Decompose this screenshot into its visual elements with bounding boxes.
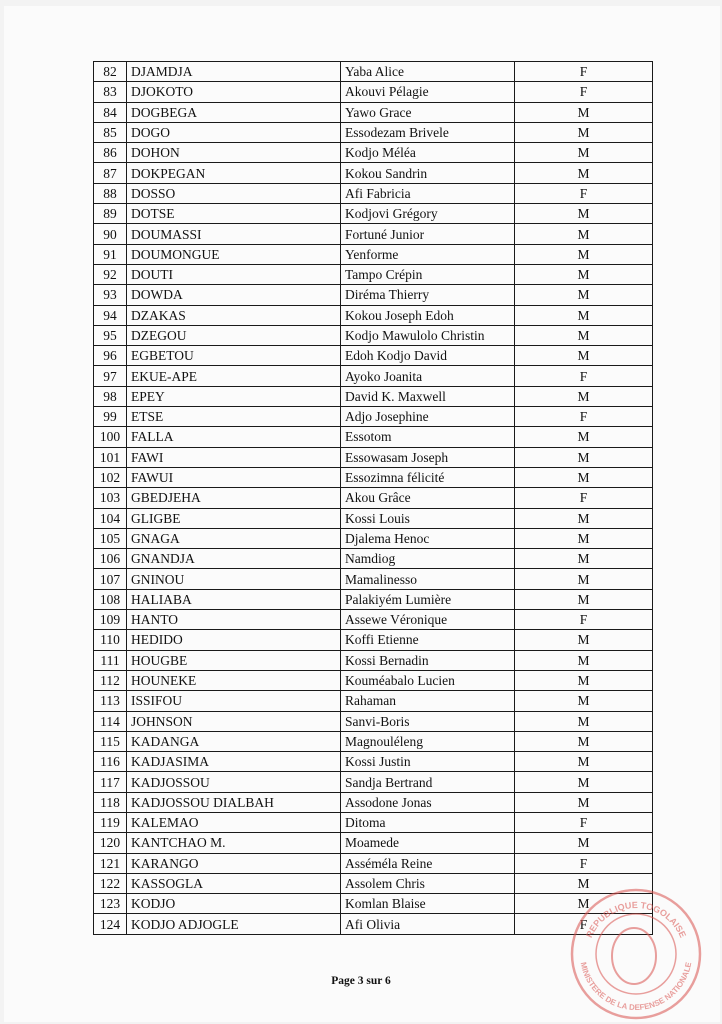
row-number-cell: 114 — [94, 711, 127, 731]
row-number-cell: 97 — [94, 366, 127, 386]
last-name-cell: DOHON — [127, 143, 341, 163]
first-name-cell: Kouméabalo Lucien — [341, 670, 515, 690]
table-row — [94, 528, 653, 548]
first-name-cell: Akouvi Pélagie — [341, 82, 515, 102]
last-name-cell: KODJO ADJOGLE — [127, 914, 341, 934]
last-name-cell: KADANGA — [127, 731, 341, 751]
gender-cell: F — [515, 812, 653, 832]
first-name-cell: David K. Maxwell — [341, 386, 515, 406]
gender-cell: M — [515, 833, 653, 853]
gender-cell: M — [515, 731, 653, 751]
row-number-cell: 96 — [94, 346, 127, 366]
row-number-cell: 99 — [94, 407, 127, 427]
last-name-cell: DJOKOTO — [127, 82, 341, 102]
gender-cell: F — [515, 610, 653, 630]
table-row — [94, 711, 653, 731]
gender-cell: M — [515, 589, 653, 609]
table-row — [94, 670, 653, 690]
first-name-cell: Essodezam Brivele — [341, 122, 515, 142]
last-name-cell: ISSIFOU — [127, 691, 341, 711]
last-name-cell: KADJOSSOU — [127, 772, 341, 792]
row-number-cell: 83 — [94, 82, 127, 102]
gender-cell: M — [515, 204, 653, 224]
first-name-cell: Ditoma — [341, 812, 515, 832]
row-number-cell: 90 — [94, 224, 127, 244]
row-number-cell: 112 — [94, 670, 127, 690]
row-number-cell: 89 — [94, 204, 127, 224]
table-row — [94, 204, 653, 224]
table-row — [94, 833, 653, 853]
gender-cell: M — [515, 285, 653, 305]
table-row — [94, 325, 653, 345]
gender-cell: F — [515, 62, 653, 82]
first-name-cell: Sanvi-Boris — [341, 711, 515, 731]
last-name-cell: KADJASIMA — [127, 752, 341, 772]
last-name-cell: KODJO — [127, 894, 341, 914]
table-row — [94, 163, 653, 183]
table-row — [94, 386, 653, 406]
last-name-cell: KADJOSSOU DIALBAH — [127, 792, 341, 812]
table-row — [94, 346, 653, 366]
page-number: Page 3 sur 6 — [331, 975, 391, 987]
table-row — [94, 407, 653, 427]
gender-cell: M — [515, 143, 653, 163]
gender-cell: M — [515, 427, 653, 447]
table-row — [94, 731, 653, 751]
row-number-cell: 107 — [94, 569, 127, 589]
table-row — [94, 792, 653, 812]
first-name-cell: Sandja Bertrand — [341, 772, 515, 792]
row-number-cell: 92 — [94, 264, 127, 284]
last-name-cell: FAWI — [127, 447, 341, 467]
first-name-cell: Kodjovi Grégory — [341, 204, 515, 224]
last-name-cell: GBEDJEHA — [127, 488, 341, 508]
first-name-cell: Ayoko Joanita — [341, 366, 515, 386]
table-row — [94, 610, 653, 630]
first-name-cell: Afi Olivia — [341, 914, 515, 934]
row-number-cell: 93 — [94, 285, 127, 305]
gender-cell: M — [515, 528, 653, 548]
first-name-cell: Rahaman — [341, 691, 515, 711]
row-number-cell: 124 — [94, 914, 127, 934]
last-name-cell: ETSE — [127, 407, 341, 427]
table-row — [94, 488, 653, 508]
first-name-cell: Yaba Alice — [341, 62, 515, 82]
last-name-cell: HANTO — [127, 610, 341, 630]
table-row — [94, 264, 653, 284]
first-name-cell: Koffi Etienne — [341, 630, 515, 650]
table-row — [94, 447, 653, 467]
table-row — [94, 366, 653, 386]
gender-cell: M — [515, 752, 653, 772]
last-name-cell: DOTSE — [127, 204, 341, 224]
table-row — [94, 630, 653, 650]
row-number-cell: 122 — [94, 873, 127, 893]
first-name-cell: Essotom — [341, 427, 515, 447]
table-row — [94, 508, 653, 528]
gender-cell: M — [515, 264, 653, 284]
gender-cell: M — [515, 549, 653, 569]
row-number-cell: 88 — [94, 183, 127, 203]
row-number-cell: 94 — [94, 305, 127, 325]
row-number-cell: 85 — [94, 122, 127, 142]
first-name-cell: Essowasam Joseph — [341, 447, 515, 467]
gender-cell: M — [515, 447, 653, 467]
last-name-cell: HALIABA — [127, 589, 341, 609]
row-number-cell: 123 — [94, 894, 127, 914]
row-number-cell: 87 — [94, 163, 127, 183]
row-number-cell: 101 — [94, 447, 127, 467]
gender-cell: M — [515, 772, 653, 792]
gender-cell: M — [515, 873, 653, 893]
row-number-cell: 91 — [94, 244, 127, 264]
last-name-cell: HOUNEKE — [127, 670, 341, 690]
table-row — [94, 224, 653, 244]
gender-cell: M — [515, 691, 653, 711]
last-name-cell: DOGO — [127, 122, 341, 142]
row-number-cell: 119 — [94, 812, 127, 832]
table-row — [94, 549, 653, 569]
first-name-cell: Assewe Véronique — [341, 610, 515, 630]
last-name-cell: EGBETOU — [127, 346, 341, 366]
row-number-cell: 98 — [94, 386, 127, 406]
gender-cell: F — [515, 82, 653, 102]
gender-cell: M — [515, 386, 653, 406]
row-number-cell: 117 — [94, 772, 127, 792]
last-name-cell: HOUGBE — [127, 650, 341, 670]
gender-cell: M — [515, 670, 653, 690]
row-number-cell: 113 — [94, 691, 127, 711]
table-row — [94, 102, 653, 122]
gender-cell: M — [515, 508, 653, 528]
table-row — [94, 812, 653, 832]
first-name-cell: Kokou Sandrin — [341, 163, 515, 183]
row-number-cell: 118 — [94, 792, 127, 812]
first-name-cell: Moamede — [341, 833, 515, 853]
table-row — [94, 752, 653, 772]
table-row — [94, 569, 653, 589]
table-row — [94, 305, 653, 325]
first-name-cell: Kossi Justin — [341, 752, 515, 772]
gender-cell: M — [515, 244, 653, 264]
first-name-cell: Magnouléleng — [341, 731, 515, 751]
first-name-cell: Djalema Henoc — [341, 528, 515, 548]
gender-cell: M — [515, 325, 653, 345]
row-number-cell: 120 — [94, 833, 127, 853]
last-name-cell: DZAKAS — [127, 305, 341, 325]
row-number-cell: 111 — [94, 650, 127, 670]
official-stamp — [566, 886, 706, 1021]
first-name-cell: Asséméla Reine — [341, 853, 515, 873]
last-name-cell: FALLA — [127, 427, 341, 447]
row-number-cell: 84 — [94, 102, 127, 122]
last-name-cell: DZEGOU — [127, 325, 341, 345]
last-name-cell: DJAMDJA — [127, 62, 341, 82]
gender-cell: M — [515, 346, 653, 366]
gender-cell: F — [515, 488, 653, 508]
row-number-cell: 102 — [94, 467, 127, 487]
gender-cell: M — [515, 630, 653, 650]
gender-cell: M — [515, 467, 653, 487]
table-row — [94, 82, 653, 102]
gender-cell: M — [515, 650, 653, 670]
table-row — [94, 853, 653, 873]
row-number-cell: 100 — [94, 427, 127, 447]
row-number-cell: 103 — [94, 488, 127, 508]
gender-cell: M — [515, 224, 653, 244]
roster-table — [93, 61, 653, 935]
row-number-cell: 109 — [94, 610, 127, 630]
gender-cell: M — [515, 122, 653, 142]
first-name-cell: Assodone Jonas — [341, 792, 515, 812]
first-name-cell: Tampo Crépin — [341, 264, 515, 284]
gender-cell: F — [515, 183, 653, 203]
table-row — [94, 427, 653, 447]
row-number-cell: 105 — [94, 528, 127, 548]
stamp-inner-ring — [596, 914, 676, 994]
first-name-cell: Fortuné Junior — [341, 224, 515, 244]
row-number-cell: 121 — [94, 853, 127, 873]
first-name-cell: Kossi Louis — [341, 508, 515, 528]
last-name-cell: HEDIDO — [127, 630, 341, 650]
row-number-cell: 82 — [94, 62, 127, 82]
first-name-cell: Yawo Grace — [341, 102, 515, 122]
first-name-cell: Adjo Josephine — [341, 407, 515, 427]
gender-cell: F — [515, 366, 653, 386]
first-name-cell: Kossi Bernadin — [341, 650, 515, 670]
stamp-text-bottom: MINISTERE DE LA DEFENSE NATIONALE — [578, 961, 694, 1013]
table-row — [94, 244, 653, 264]
last-name-cell: EPEY — [127, 386, 341, 406]
first-name-cell: Mamalinesso — [341, 569, 515, 589]
gender-cell: M — [515, 102, 653, 122]
last-name-cell: GNANDJA — [127, 549, 341, 569]
row-number-cell: 95 — [94, 325, 127, 345]
stamp-text-top: REPUBLIQUE TOGOLAISE — [584, 899, 688, 940]
first-name-cell: Edoh Kodjo David — [341, 346, 515, 366]
first-name-cell: Palakiyém Lumière — [341, 589, 515, 609]
roster-body — [94, 62, 653, 935]
gender-cell: M — [515, 711, 653, 731]
last-name-cell: JOHNSON — [127, 711, 341, 731]
row-number-cell: 115 — [94, 731, 127, 751]
last-name-cell: DOUMASSI — [127, 224, 341, 244]
table-row — [94, 772, 653, 792]
first-name-cell: Namdiog — [341, 549, 515, 569]
gender-cell: F — [515, 407, 653, 427]
row-number-cell: 86 — [94, 143, 127, 163]
last-name-cell: GNINOU — [127, 569, 341, 589]
table-row — [94, 691, 653, 711]
gender-cell: M — [515, 305, 653, 325]
gender-cell: M — [515, 569, 653, 589]
table-row — [94, 650, 653, 670]
first-name-cell: Yenforme — [341, 244, 515, 264]
table-row — [94, 183, 653, 203]
last-name-cell: KALEMAO — [127, 812, 341, 832]
table-row — [94, 285, 653, 305]
row-number-cell: 104 — [94, 508, 127, 528]
table-row — [94, 589, 653, 609]
last-name-cell: KANTCHAO M. — [127, 833, 341, 853]
last-name-cell: DOKPEGAN — [127, 163, 341, 183]
gender-cell: M — [515, 894, 653, 914]
last-name-cell: GLIGBE — [127, 508, 341, 528]
first-name-cell: Akou Grâce — [341, 488, 515, 508]
last-name-cell: GNAGA — [127, 528, 341, 548]
first-name-cell: Diréma Thierry — [341, 285, 515, 305]
gender-cell: M — [515, 163, 653, 183]
table-row — [94, 122, 653, 142]
first-name-cell: Kokou Joseph Edoh — [341, 305, 515, 325]
table-row — [94, 467, 653, 487]
last-name-cell: DOUMONGUE — [127, 244, 341, 264]
gender-cell: F — [515, 853, 653, 873]
last-name-cell: DOSSO — [127, 183, 341, 203]
gender-cell: M — [515, 792, 653, 812]
row-number-cell: 108 — [94, 589, 127, 609]
last-name-cell: DOWDA — [127, 285, 341, 305]
first-name-cell: Essozimna félicité — [341, 467, 515, 487]
gender-cell: F — [515, 914, 653, 934]
last-name-cell: EKUE-APE — [127, 366, 341, 386]
first-name-cell: Kodjo Méléa — [341, 143, 515, 163]
first-name-cell: Komlan Blaise — [341, 894, 515, 914]
row-number-cell: 116 — [94, 752, 127, 772]
table-row — [94, 62, 653, 82]
last-name-cell: DOUTI — [127, 264, 341, 284]
table-row — [94, 143, 653, 163]
last-name-cell: KASSOGLA — [127, 873, 341, 893]
first-name-cell: Kodjo Mawulolo Christin — [341, 325, 515, 345]
stamp-emblem — [612, 928, 656, 984]
document-page — [4, 6, 720, 1022]
row-number-cell: 110 — [94, 630, 127, 650]
first-name-cell: Afi Fabricia — [341, 183, 515, 203]
row-number-cell: 106 — [94, 549, 127, 569]
first-name-cell: Assolem Chris — [341, 873, 515, 893]
last-name-cell: KARANGO — [127, 853, 341, 873]
last-name-cell: FAWUI — [127, 467, 341, 487]
last-name-cell: DOGBEGA — [127, 102, 341, 122]
